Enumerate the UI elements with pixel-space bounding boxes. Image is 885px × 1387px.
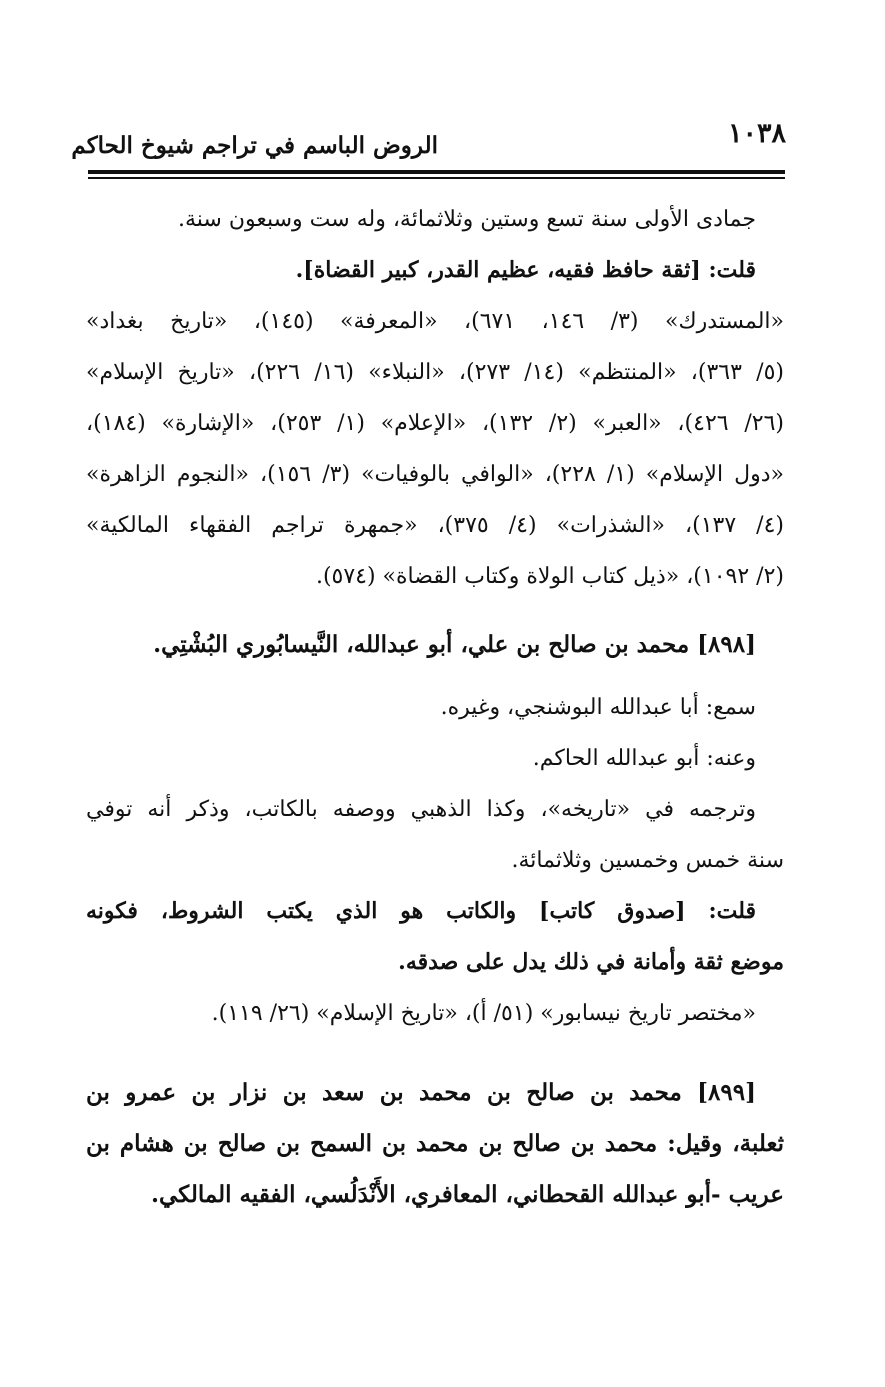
reference-line: (٤/ ١٣٧)، «الشذرات» (٤/ ٣٧٥)، «جمهرة تراجم الفقهاء المالكية» — [86, 513, 784, 538]
text-line: جمادى الأولى سنة تسع وستين وثلاثمائة، وله ست وسبعون سنة. — [178, 207, 756, 232]
text-line: سنة خمس وخمسين وثلاثمائة. — [511, 848, 784, 873]
reference-line: (٢٦/ ٤٢٦)، «العبر» (٢/ ١٣٢)، «الإعلام» (١/ ٢٥٣)، «الإشارة» (١٨٤)، — [86, 411, 784, 436]
text-line: سمع: أبا عبدالله البوشنجي، وغيره. — [440, 695, 756, 720]
header-rule-thin — [88, 177, 785, 179]
entry-heading-line: عريب -أبو عبدالله القحطاني، المعافري، الأَنْدَلُسي، الفقيه المالكي. — [150, 1181, 784, 1208]
assessment-line: قلت: [صدوق كاتب] والكاتب هو الذي يكتب الشروط، فكونه — [86, 898, 756, 924]
reference-line: «مختصر تاريخ نيسابور» (٥١/ أ)، «تاريخ الإسلام» (٢٦/ ١١٩). — [211, 1001, 756, 1026]
entry-spacing — [86, 670, 784, 682]
entry-heading-898: [٨٩٨] محمد بن صالح بن علي، أبو عبدالله، النَّيسابُوري البُشْتِي. — [153, 631, 756, 658]
reference-line: (٢/ ١٠٩٢)، «ذيل كتاب الولاة وكتاب القضاة» (٥٧٤). — [315, 564, 784, 589]
reference-line: «دول الإسلام» (١/ ٢٢٨)، «الوافي بالوفيات» (٣/ ١٥٦)، «النجوم الزاهرة» — [86, 462, 784, 487]
entry-spacing — [86, 602, 784, 619]
reference-line: «المستدرك» (٣/ ١٤٦، ٦٧١)، «المعرفة» (١٤٥)، «تاريخ بغداد» — [86, 309, 784, 334]
page-body — [86, 194, 784, 1220]
reference-line: (٥/ ٣٦٣)، «المنتظم» (١٤/ ٢٧٣)، «النبلاء» (١٦/ ٢٢٦)، «تاريخ الإسلام» — [86, 360, 784, 385]
entry-heading-899: [٨٩٩] محمد بن صالح بن محمد بن سعد بن نزار بن عمرو بن — [86, 1079, 756, 1106]
entry-spacing — [86, 1039, 784, 1067]
text-line: وترجمه في «تاريخه»، وكذا الذهبي ووصفه بالكاتب، وذكر أنه توفي — [86, 797, 756, 822]
text-line: وعنه: أبو عبدالله الحاكم. — [532, 746, 756, 771]
running-header — [71, 118, 786, 162]
assessment-line: موضع ثقة وأمانة في ذلك يدل على صدقه. — [398, 949, 784, 975]
entry-heading-line: ثعلبة، وقيل: محمد بن صالح بن محمد بن السمح بن صالح بن هشام بن — [86, 1130, 784, 1157]
page-number: ١٠٣٨ — [727, 118, 786, 149]
book-title: الروض الباسم في تراجم شيوخ الحاكم — [71, 132, 438, 159]
header-rule-thick — [88, 170, 785, 174]
assessment-line: قلت: [ثقة حافظ فقيه، عظيم القدر، كبير القضاة]. — [295, 257, 756, 283]
